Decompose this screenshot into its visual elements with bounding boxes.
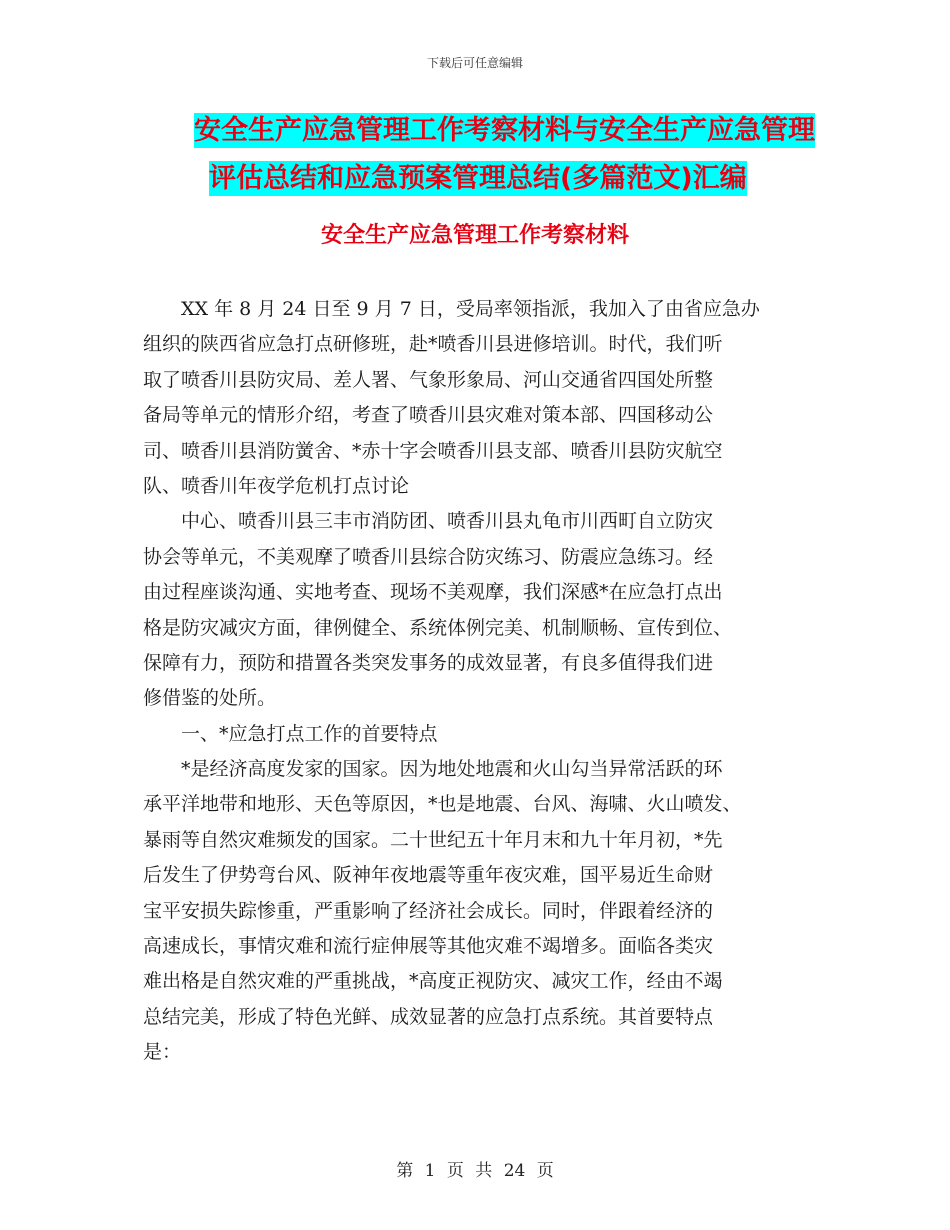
body-line: 宝平安损失踪惨重，严重影响了经济社会成长。同时，伴跟着经济的 <box>143 899 714 922</box>
body-line: 组织的陕西省应急打点研修班，赴*喷香川县进修培训。时代，我们听 <box>143 333 723 356</box>
body-line: 暴雨等自然灾难频发的国家。二十世纪五十年月末和九十年月初，*先 <box>143 828 723 851</box>
body-line: 是： <box>143 1041 182 1064</box>
body-line: 总结完美，形成了特色光鲜、成效显著的应急打点系统。其首要特点 <box>143 1005 714 1028</box>
body-line: 由过程座谈沟通、实地考查、现场不美观摩，我们深感*在应急打点出 <box>143 581 723 604</box>
body-line: 后发生了伊势弯台风、阪神年夜地震等重年夜灾难，国平易近生命财 <box>143 864 714 887</box>
body-line: 格是防灾减灾方面，律例健全、系统体例完美、机制顺畅、宣传到位、 <box>143 616 733 639</box>
body-line: 高速成长，事情灾难和流行症伸展等其他灾难不竭增多。面临各类灾 <box>143 935 714 958</box>
page-header-note: 下载后可任意编辑 <box>426 56 523 70</box>
body-line: 司、喷香川县消防黉舍、*赤十字会喷香川县支部、喷香川县防灾航空 <box>143 439 723 462</box>
section-heading: 一、*应急打点工作的首要特点 <box>143 722 438 745</box>
body-line: 协会等单元，不美观摩了喷香川县综合防灾练习、防震应急练习。经 <box>143 545 714 568</box>
body-line: XX 年 8 月 24 日至 9 月 7 日，受局率领指派，我加入了由省应急办 <box>143 298 760 320</box>
body-line: *是经济高度发家的国家。因为地处地震和火山勾当异常活跃的环 <box>143 758 723 781</box>
body-text <box>143 292 823 1071</box>
body-line: 中心、喷香川县三丰市消防团、喷香川县丸龟市川西町自立防灾 <box>143 510 714 533</box>
body-line: 队、喷香川年夜学危机打点讨论 <box>143 474 410 497</box>
body-line: 承平洋地带和地形、天色等原因，*也是地震、台风、海啸、火山喷发、 <box>143 793 742 816</box>
body-line: 备局等单元的情形介绍，考查了喷香川县灾难对策本部、四国移动公 <box>143 404 714 427</box>
title-line-1: 安全生产应急管理工作考察材料与安全生产应急管理 <box>194 115 815 146</box>
body-line: 难出格是自然灾难的严重挑战，*高度正视防灾、减灾工作，经由不竭 <box>143 970 723 993</box>
body-line: 修借鉴的处所。 <box>143 687 277 710</box>
section-title: 安全生产应急管理工作考察材料 <box>320 223 629 248</box>
page-number-footer: 第 1 页 共 24 页 <box>396 1161 554 1181</box>
body-line: 保障有力，预防和措置各类突发事务的成效显著，有良多值得我们进 <box>143 651 714 674</box>
body-line: 取了喷香川县防灾局、差人署、气象形象局、河山交通省四国处所整 <box>143 368 714 391</box>
title-line-2: 评估总结和应急预案管理总结(多篇范文)汇编 <box>209 163 747 194</box>
